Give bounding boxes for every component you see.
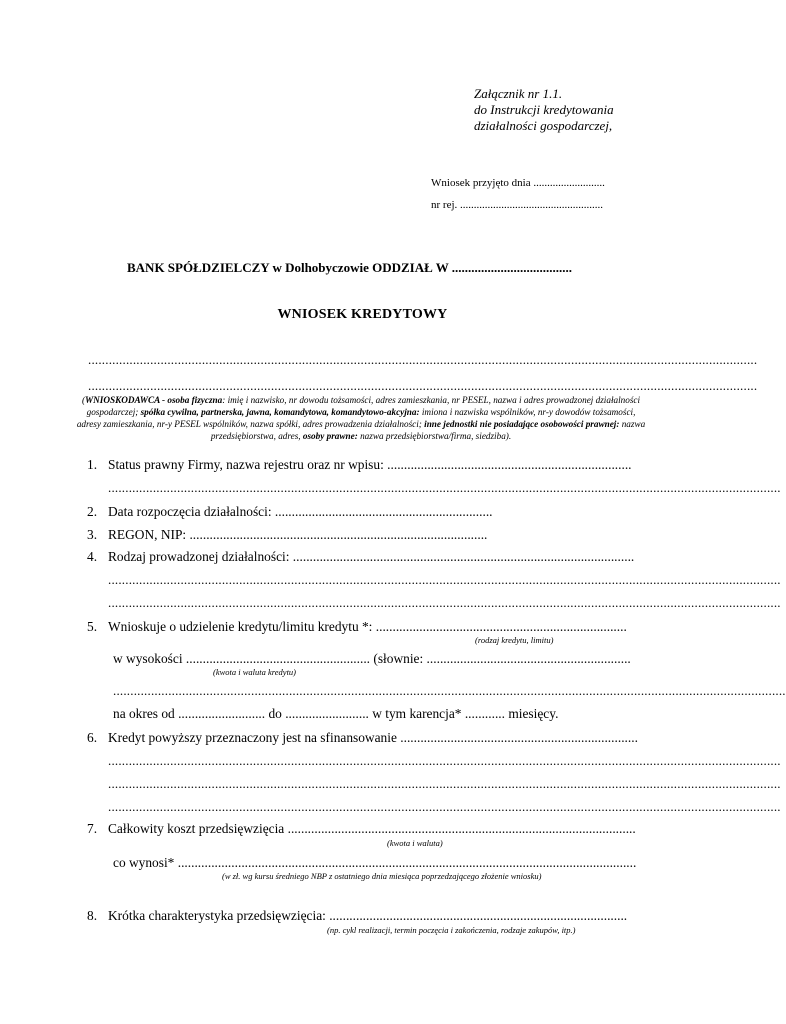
item-4-fill-line-1: ...................................................................................................................................................................................................	[108, 572, 781, 587]
item-6-fill-line-2: ...................................................................................................................................................................................................	[108, 776, 781, 791]
item-7-total-cost: Całkowity koszt przedsięwzięcia ........................................................................................................	[108, 821, 636, 836]
item-7-number: 7.	[87, 821, 98, 836]
applicant-line-2: ..................................................................................................................................................................................................	[88, 378, 758, 393]
page-title: WNIOSEK KREDYTOWY	[277, 307, 448, 322]
attachment-line-1: Załącznik nr 1.1.	[474, 86, 563, 101]
item-6-number: 6.	[87, 730, 98, 745]
item-8-description: Krótka charakterystyka przedsięwzięcia: .........................................................................................	[108, 908, 628, 923]
item-4-number: 4.	[87, 549, 98, 564]
registration-number-field: nr rej. ....................................................	[431, 199, 604, 211]
item-1-legal-status: Status prawny Firmy, nazwa rejestru oraz nr wpisu: .........................................................................	[108, 457, 632, 472]
item-5-amount: w wysokości ....................................................... (słownie: .............................................................	[113, 651, 631, 666]
item-8-hint: (np. cykl realizacji, termin poczęcia i zakończenia, rodzaje zakupów, itp.)	[327, 925, 576, 935]
item-7-equals: co wynosi* .........................................................................................................................................	[113, 855, 637, 870]
item-6-fill-line-1: ...................................................................................................................................................................................................	[108, 753, 781, 768]
item-3-regon-nip: REGON, NIP: .........................................................................................	[108, 527, 488, 542]
item-5-amount-hint: (kwota i waluta kredytu)	[213, 667, 297, 677]
item-2-number: 2.	[87, 504, 98, 519]
received-date-field: Wniosek przyjęto dnia ..........................	[431, 177, 605, 189]
item-7-cost-hint: (kwota i waluta)	[387, 838, 443, 848]
item-1-fill-line: ...................................................................................................................................................................................................	[108, 480, 781, 495]
attachment-line-3: działalności gospodarczej,	[474, 118, 613, 133]
applicant-note: (WNIOSKODAWCA - osoba fizyczna: imię i nazwisko, nr dowodu tożsamości, adres zamieszkania, nr PESEL, nazwa i adres prowadzonej działalności gospodarczej; spółka cywilna, partnerska, jawna, komandytowa, komandytowo-akcyjna: imiona i nazwiska wspólników, nr-y dowodów tożsamości, adresy zamieszkania, nr-y PESEL wspólników, nazwa spółki, adres prowadzenia działalności; inne jednostki nie posiadające osobowości prawnej: nazwa przedsiębiorstwa, adres, osoby prawne: nazwa przedsiębiorstwa/firma, siedziba).	[76, 395, 646, 441]
item-1-number: 1.	[87, 457, 98, 472]
item-7-equals-hint: (w zł. wg kursu średniego NBP z ostatniego dnia miesiąca poprzedzającego złożenie wniosku)	[222, 871, 542, 881]
item-4-business-type: Rodzaj prowadzonej działalności: ......................................................................................................	[108, 549, 635, 564]
applicant-line-1: ..................................................................................................................................................................................................	[88, 352, 758, 367]
item-8-number: 8.	[87, 908, 98, 923]
item-5-fill-line: ...................................................................................................................................................................................................	[113, 683, 786, 698]
item-5-credit-type: Wnioskuje o udzielenie kredytu/limitu kredytu *: ...........................................................................	[108, 619, 627, 634]
item-5-credit-type-hint: (rodzaj kredytu, limitu)	[475, 635, 554, 645]
item-5-number: 5.	[87, 619, 98, 634]
item-6-fill-line-3: ...................................................................................................................................................................................................	[108, 799, 781, 814]
item-2-start-date: Data rozpoczęcia działalności: .................................................................	[108, 504, 493, 519]
item-4-fill-line-2: ...................................................................................................................................................................................................	[108, 595, 781, 610]
attachment-line-2: do Instrukcji kredytowania	[474, 102, 614, 117]
item-6-purpose: Kredyt powyższy przeznaczony jest na sfinansowanie .......................................................................	[108, 730, 638, 745]
bank-branch-line: BANK SPÓŁDZIELCZY w Dolhobyczowie ODDZIAŁ W .....................................	[127, 260, 573, 275]
item-5-period: na okres od .......................... do ......................... w tym karencja* ............ miesięcy.	[113, 706, 559, 721]
item-3-number: 3.	[87, 527, 98, 542]
